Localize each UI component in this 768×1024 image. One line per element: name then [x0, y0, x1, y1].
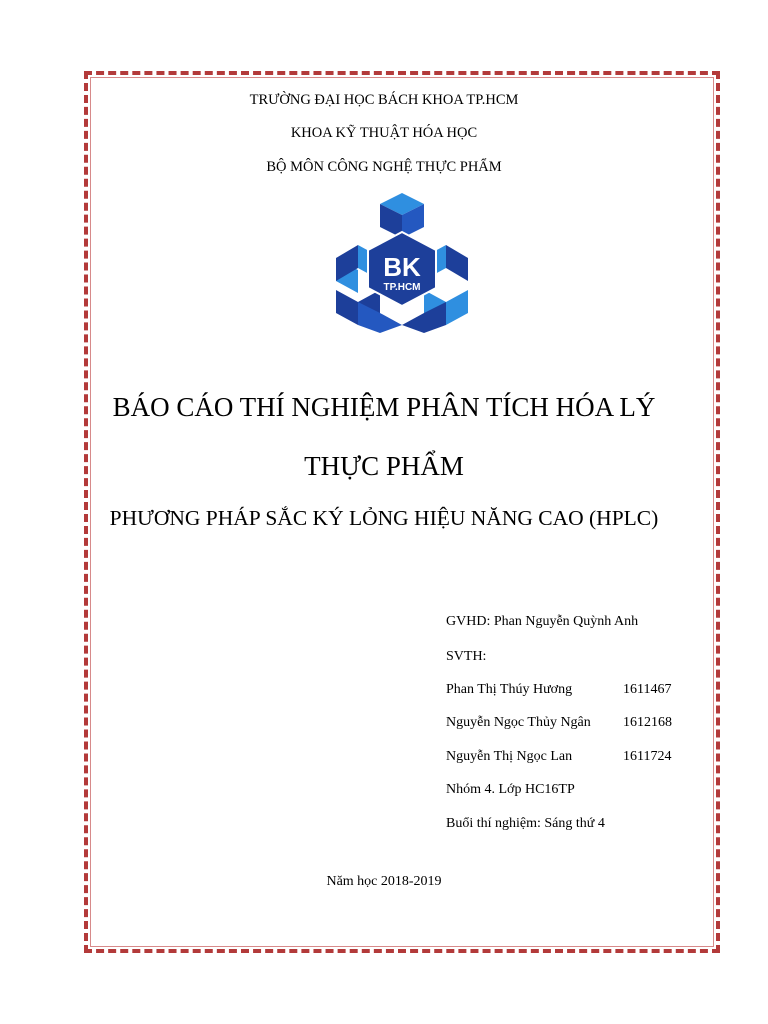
student-row — [446, 682, 672, 698]
lab-session: Buổi thí nghiệm: Sáng thứ 4 — [446, 816, 605, 831]
student-name: Nguyễn Thị Ngọc Lan — [446, 749, 573, 764]
report-title-line2: THỰC PHẨM — [304, 451, 464, 481]
academic-year: Năm học 2018-2019 — [326, 874, 442, 889]
logo-text-bk: BK — [383, 252, 421, 282]
logo-text-city: TP.HCM — [383, 282, 421, 293]
group-class: Nhóm 4. Lớp HC16TP — [446, 782, 575, 797]
student-id: 1612168 — [623, 715, 672, 730]
supervisor: GVHD: Phan Nguyễn Quỳnh Anh — [446, 614, 639, 629]
faculty-name: KHOA KỸ THUẬT HÓA HỌC — [290, 125, 478, 141]
bk-logo-icon — [334, 190, 470, 336]
university-name: TRƯỜNG ĐẠI HỌC BÁCH KHOA TP.HCM — [249, 92, 519, 108]
student-id: 1611724 — [623, 749, 672, 764]
student-name: Phan Thị Thúy Hương — [446, 682, 573, 697]
student-row — [446, 749, 672, 765]
department-name: BỘ MÔN CÔNG NGHỆ THỰC PHẨM — [266, 159, 502, 175]
report-title-line1: BÁO CÁO THÍ NGHIỆM PHÂN TÍCH HÓA LÝ — [112, 392, 656, 422]
report-subtitle: PHƯƠNG PHÁP SẮC KÝ LỎNG HIỆU NĂNG CAO (HPLC) — [109, 506, 659, 530]
student-row — [446, 715, 672, 731]
student-id: 1611467 — [623, 682, 672, 697]
students-label: SVTH: — [446, 649, 487, 664]
student-name: Nguyễn Ngọc Thủy Ngân — [446, 715, 591, 730]
